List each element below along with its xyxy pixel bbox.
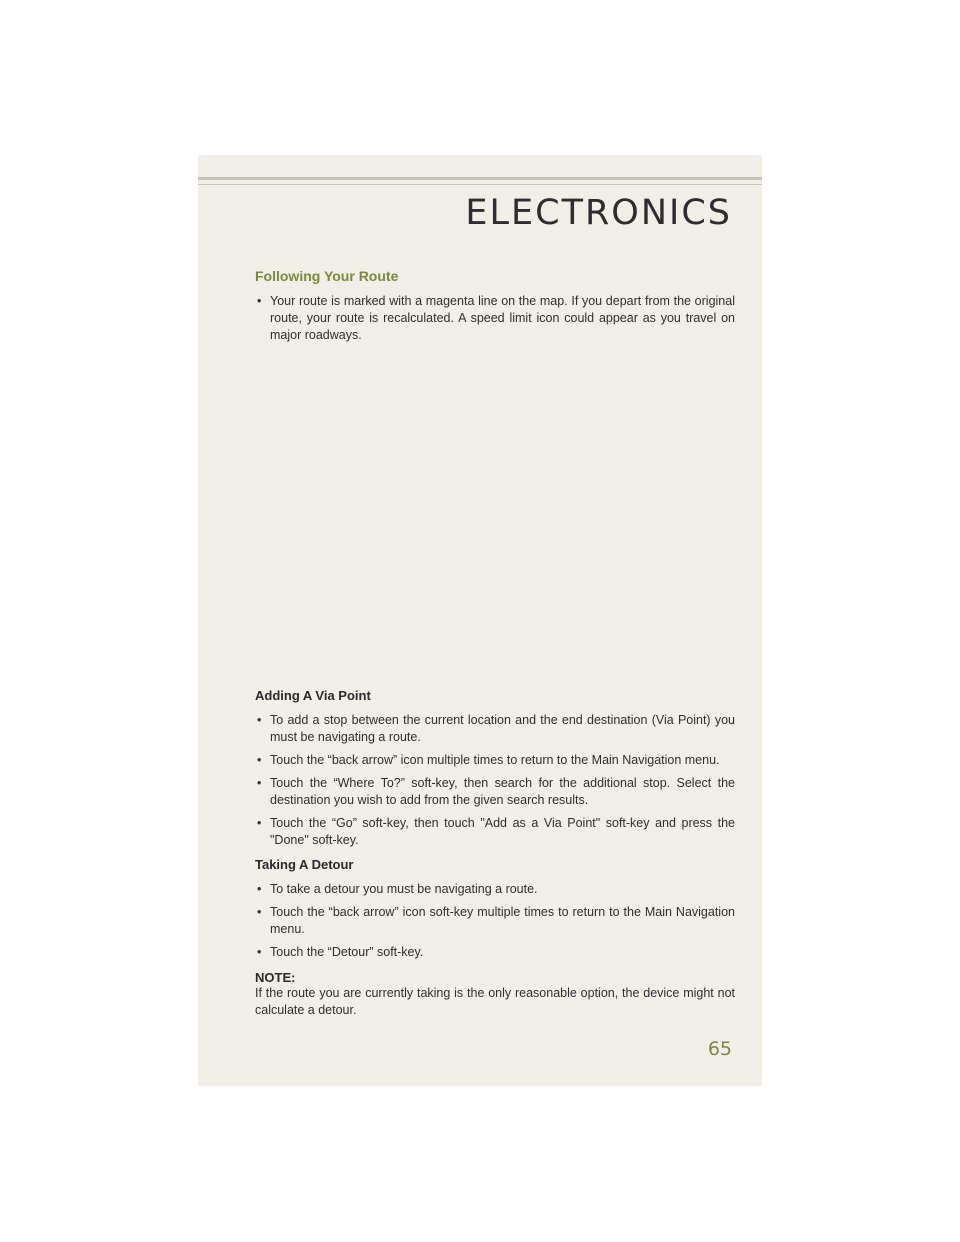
- section-title: ELECTRONICS: [465, 193, 732, 233]
- list-item-text: Touch the “Where To?” soft-key, then search for the additional stop. Select the destination you wish to add from the given search results.: [270, 776, 735, 807]
- via-point-section: [255, 688, 735, 1019]
- bullet-icon: •: [257, 945, 262, 959]
- following-route-heading: Following Your Route: [255, 268, 399, 284]
- header-rule-thick: [198, 177, 762, 180]
- list-item: [255, 775, 735, 809]
- bullet-icon: •: [257, 294, 262, 308]
- list-item: [255, 815, 735, 849]
- detour-heading: Taking A Detour: [255, 857, 354, 872]
- bullet-icon: •: [257, 882, 262, 896]
- list-item-text: Touch the “back arrow” icon multiple times to return to the Main Navigation menu.: [270, 753, 720, 767]
- detour-list: [255, 881, 735, 961]
- note-text: If the route you are currently taking is the only reasonable option, the device might not calculate a detour.: [255, 986, 735, 1017]
- bullet-icon: •: [257, 816, 262, 830]
- list-item: [255, 752, 735, 769]
- list-item-text: Your route is marked with a magenta line on the map. If you depart from the original route, your route is recalculated. A speed limit icon could appear as you travel on major roadways.: [270, 294, 735, 342]
- list-item-text: Touch the “Go” soft-key, then touch "Add as a Via Point" soft-key and press the "Done" soft-key.: [270, 816, 735, 847]
- following-route-section: [255, 268, 735, 350]
- list-item-text: To add a stop between the current location and the end destination (Via Point) you must be navigating a route.: [270, 713, 735, 744]
- following-route-list: [255, 293, 735, 344]
- bullet-icon: •: [257, 753, 262, 767]
- manual-page: [198, 155, 762, 1086]
- list-item: [255, 881, 735, 898]
- list-item: [255, 293, 735, 344]
- via-point-list: [255, 712, 735, 849]
- list-item: [255, 712, 735, 746]
- note-label: NOTE:: [255, 970, 296, 985]
- bullet-icon: •: [257, 776, 262, 790]
- list-item-text: To take a detour you must be navigating a route.: [270, 882, 538, 896]
- header-rule-thin: [198, 184, 762, 185]
- list-item: [255, 904, 735, 938]
- list-item: [255, 944, 735, 961]
- page-number: 65: [707, 1038, 732, 1060]
- bullet-icon: •: [257, 905, 262, 919]
- bullet-icon: •: [257, 713, 262, 727]
- via-point-heading: Adding A Via Point: [255, 688, 371, 703]
- list-item-text: Touch the “back arrow” icon soft-key multiple times to return to the Main Navigation menu.: [270, 905, 735, 936]
- list-item-text: Touch the “Detour” soft-key.: [270, 945, 424, 959]
